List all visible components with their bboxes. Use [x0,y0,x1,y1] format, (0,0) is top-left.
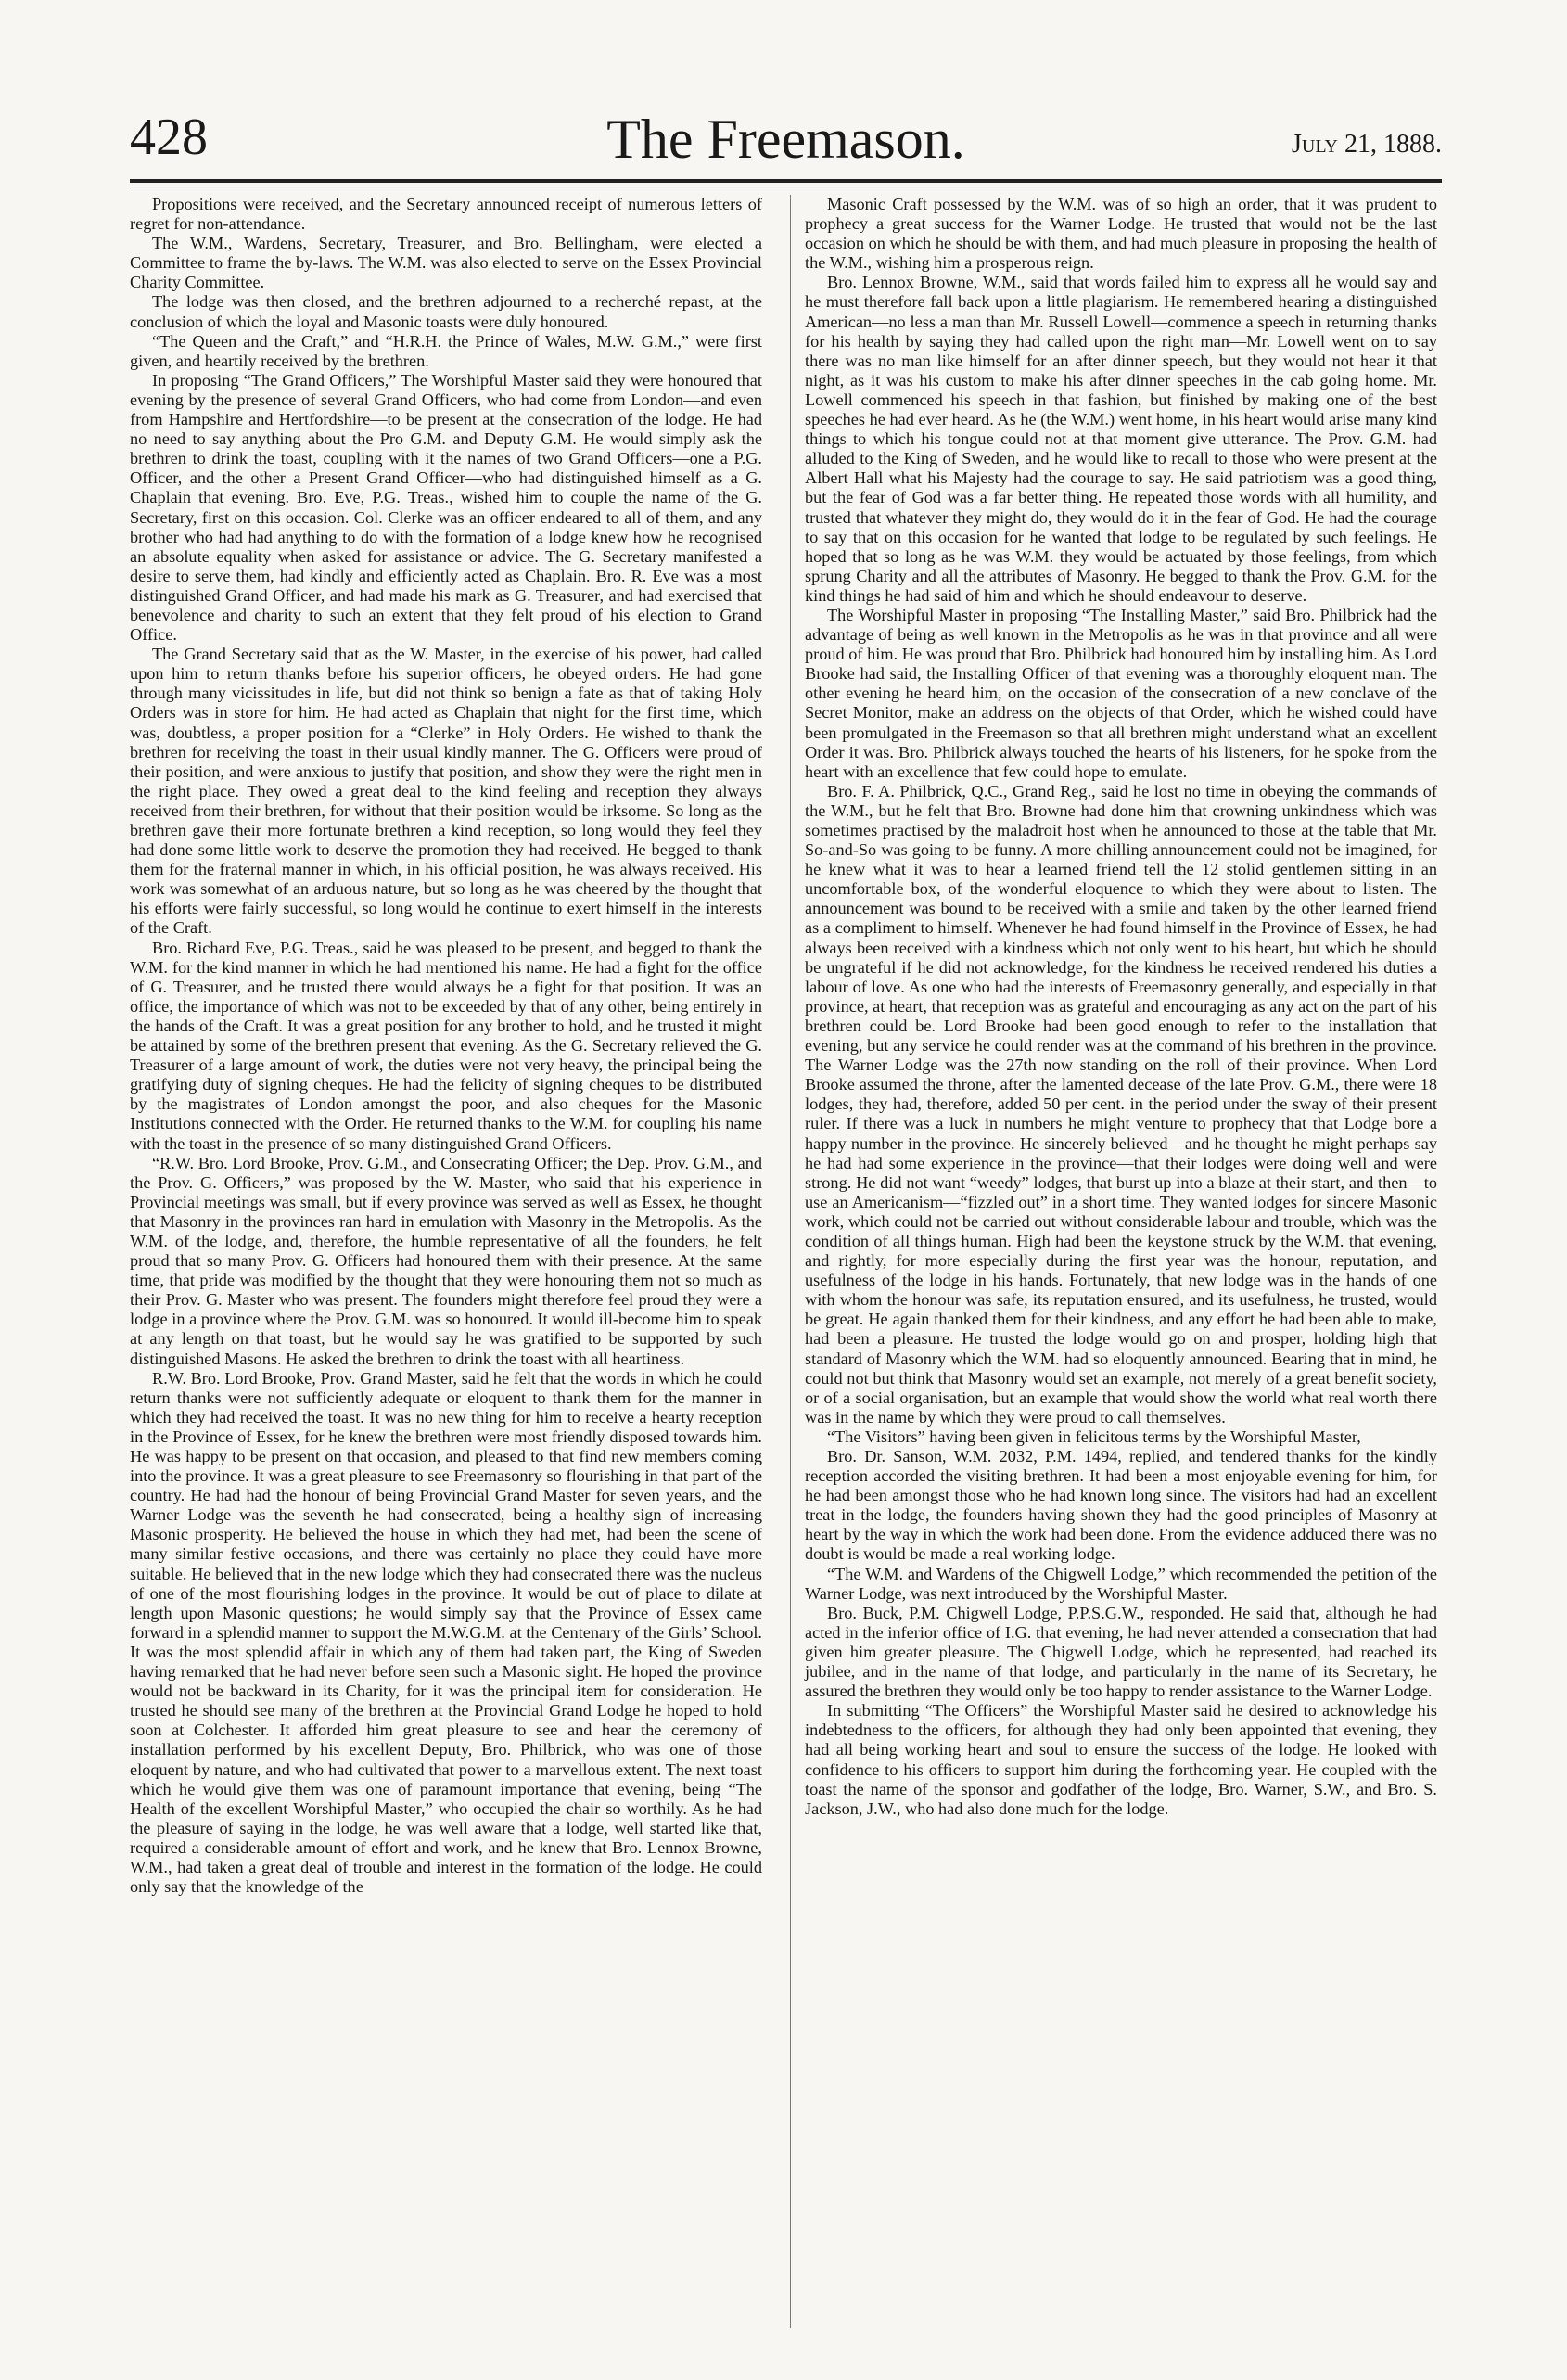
publication-title: The Freemason. [606,109,965,170]
paragraph: “The Queen and the Craft,” and “H.R.H. the Prince of Wales, M.W. G.M.,” were first given, and heartily received by the brethren. [130,331,762,370]
right-column [805,195,1437,1819]
paragraph: In proposing “The Grand Officers,” The Worshipful Master said they were honoured that evening by the presence of several Grand Officers, who had come from London—and even from Hampshire and Hertfordshire—to be present at the consecration of the lodge. He had no need to say anything about the Pro G.M. and Deputy G.M. He would simply ask the brethren to drink the toast, coupling with it the names of two Grand Officers—one a P.G. Officer, and the other a Present Grand Officer—who had distinguished himself as a G. Chaplain that evening. Bro. Eve, P.G. Treas., wished him to couple the name of the G. Secretary, first on this occasion. Col. Clerke was an officer endeared to all of them, and any brother who had had anything to do with the formation of a lodge knew how he recognised an absolute equality when asked for assistance or advice. The G. Secretary manifested a desire to serve them, had kindly and efficiently acted as Chaplain. Bro. R. Eve was a most distinguished Grand Officer, and had made his mark as G. Treasurer, and had exercised that benevolence and charity to such an extent that they felt proud of his election to Grand Office. [130,370,762,645]
page-number: 428 [130,109,208,166]
paragraph: Bro. Lennox Browne, W.M., said that words failed him to express all he would say and he must therefore fall back upon a little plagiarism. He remembered hearing a distinguished American—no less a man than Mr. Russell Lowell—commence a speech in returning thanks for his health by saying they had called upon the right man—Mr. Lowell went on to say there was no man like himself for an after dinner speech, but they would not hear it that night, as it was his custom to make his after dinner speeches in the cab going home. Mr. Lowell commenced his speech in that fashion, but finished by making one of the best speeches he had ever heard. As he (the W.M.) went home, in his heart would arise many kind things to which his tongue could not at that moment give utterance. The Prov. G.M. had alluded to the King of Sweden, and he would like to recall to those who were present at the Albert Hall what his Majesty had the courage to say. He said patriotism was a good thing, but the fear of God was a far better thing. He repeated those words with all humility, and trusted that whatever they might do, they would do it in the fear of God. He had the courage to say that on this occasion for he wanted that lodge to be regulated by such feelings. He hoped that so long as he was W.M. they would be actuated by those feelings, from which sprung Charity and all the attributes of Masonry. He begged to thank the Prov. G.M. for the kind things he had said of him and which he should endeavour to deserve. [805,273,1437,605]
paragraph: Bro. Richard Eve, P.G. Treas., said he was pleased to be present, and begged to thank the W.M. for the kind manner in which he had mentioned his name. He had a fight for the office of G. Treasurer, and he trusted there would always be a fight for that position. It was an office, the importance of which was not to be exceeded by that of any other, being entirely in the hands of the Craft. It was a great position for any brother to hold, and he trusted it might be attained by some of the brethren present that evening. As the G. Secretary relieved the G. Treasurer of a large amount of work, the duties were not very heavy, the principal being the gratifying duty of signing cheques. He had the felicity of signing cheques to be distributed by the magistrates of London amongst the poor, and also cheques for the Masonic Institutions connected with the Order. He returned thanks to the W.M. for coupling his name with the toast in the presence of so many distinguished Grand Officers. [130,938,762,1153]
paragraph: R.W. Bro. Lord Brooke, Prov. Grand Master, said he felt that the words in which he could return thanks were not sufficiently adequate or eloquent to thank them for the manner in which they had received the toast. It was no new thing for him to receive a hearty reception in the Province of Essex, for he knew the brethren were most friendly disposed towards him. He was happy to be present on that occasion, and pleased to that find new members coming into the province. It was a great pleasure to see Freemasonry so flourishing in that part of the country. He had had the honour of being Provincial Grand Master for seven years, and the Warner Lodge was the seventh he had consecrated, being a healthy sign of increasing Masonic prosperity. He believed the house in which they had met, had been the scene of many similar festive occasions, and there was certainly no place they could have more suitable. He believed that in the new lodge which they had consecrated there was the nucleus of one of the most flourishing lodges in the province. It would be out of place to dilate at length upon Masonic questions; he would simply say that the Province of Essex came forward in a splendid manner to support the M.W.G.M. at the Centenary of the Girls’ School. It was the most splendid affair in which any of them had taken part, the King of Sweden having remarked that he had never before seen such a Masonic sight. He hoped the province would not be backward in its Charity, for it was the principal item for consideration. He trusted he should see many of the brethren at the Provincial Grand Lodge he hoped to hold soon at Colchester. It afforded him great pleasure to see and hear the ceremony of installation performed by his excellent Deputy, Bro. Philbrick, who was one of those eloquent by nature, and who had cultivated that power to a marvellous extent. The next toast which he would give them was one of paramount importance that evening, being “The Health of the excellent Worshipful Master,” who occupied the chair so worthily. As he had the pleasure of saying in the lodge, he was well aware that a lodge, well started like that, required a considerable amount of effort and work, and he knew that Bro. Lennox Browne, W.M., had taken a great deal of trouble and interest in the formation of the lodge. He could only say that the knowledge of the [130,1368,762,1897]
left-column [130,195,762,1897]
paragraph: The Grand Secretary said that as the W. Master, in the exercise of his power, had called upon him to return thanks before his superior officers, he obeyed orders. He had gone through many vicissitudes in life, but did not think so benign a fate as that of taking Holy Orders was in store for him. He had acted as Chaplain that night for the first time, which was, doubtless, a proper position for a “Clerke” in Holy Orders. He wished to thank the brethren for receiving the toast in their usual kindly manner. The G. Officers were proud of their position, and were anxious to justify that position, and show they were the right men in the right place. They owed a great deal to the kind feeling and reception they always received from their brethren, for without that their position would be irksome. So long as the brethren gave their more fortunate brethren a kind reception, so long would they feel they had done some little work to deserve the promotion they had received. He begged to thank them for the fraternal manner in which, in his official position, he was always received. His work was somewhat of an arduous nature, but so long as he was cheered by the thought that his efforts were fairly successful, so long would he continue to exert himself in the interests of the Craft. [130,645,762,938]
paragraph: The Worshipful Master in proposing “The Installing Master,” said Bro. Philbrick had the advantage of being as well known in the Metropolis as he was in that province and all were proud of him. He was proud that Bro. Philbrick had honoured him by installing him. As Lord Brooke had said, the Installing Officer of that evening was a thoroughly eloquent man. The other evening he heard him, on the occasion of the consecration of a new conclave of the Secret Monitor, make an address on the objects of that Order, which he wished could have been promulgated in the Freemason so that all brethren might understand what an excellent Order it was. Bro. Philbrick always touched the hearts of his listeners, for he spoke from the heart with an excellence that few could hope to emulate. [805,605,1437,781]
column-divider [790,195,791,2328]
masthead [130,109,1442,179]
paragraph: Masonic Craft possessed by the W.M. was of so high an order, that it was prudent to prophecy a great success for the Warner Lodge. He trusted that would not be the last occasion on which he should be with them, and had much pleasure in proposing the health of the W.M., wishing him a prosperous reign. [805,195,1437,273]
paragraph: Propositions were received, and the Secretary announced receipt of numerous letters of regret for non-attendance. [130,195,762,234]
paragraph: “The Visitors” having been given in felicitous terms by the Worshipful Master, [827,1427,1361,1446]
paragraph: In submitting “The Officers” the Worshipful Master said he desired to acknowledge his indebtedness to the officers, for although they had only been appointed that evening, they had all being working heart and soul to ensure the success of the lodge. He looked with confidence to his officers to support him during the forthcoming year. He coupled with the toast the name of the sponsor and godfather of the lodge, Bro. Warner, S.W., and Bro. S. Jackson, J.W., who had also done much for the lodge. [805,1701,1437,1818]
paragraph: Bro. F. A. Philbrick, Q.C., Grand Reg., said he lost no time in obeying the commands of the W.M., but he felt that Bro. Browne had done him that crowning unkindness which was sometimes practised by the maladroit host when he announced to those at the table that Mr. So-and-So was going to be funny. A more chilling announcement could not be imagined, for he knew what it was to hear a learned friend tell the 12 stolid gentlemen sitting in an uncomfortable box, of the wonderful eloquence to which they were about to listen. The announcement was bound to be received with a smile and taken by the other learned friend as a compliment to himself. Whenever he had found himself in the Province of Essex, he had always been received with a kindness which not only went to his heart, but which he should be ungrateful if he did not acknowledge, for the kindness he received rendered his duties a labour of love. As one who had the interests of Freemasonry generally, and especially in that province, at heart, that reception was as grateful and encouraging as any act on the part of his brethren could be. Lord Brooke had been good enough to refer to the installation that evening, but any service he could render was at the command of his brethren in the province. The Warner Lodge was the 27th now standing on the roll of their province. When Lord Brooke assumed the throne, after the lamented decease of the late Prov. G.M., there were 18 lodges, they had, therefore, added 50 per cent. in the period under the sway of their present ruler. If there was a luck in numbers he might venture to prophecy that that Lodge bore a happy number in the province. He sincerely believed—and he thought he might perhaps say he had had some experience in the province—that their lodges were doing well and were strong. He did not want “weedy” lodges, that burst up into a blaze at their start, and then—to use an Americanism—“fizzled out” in a short time. They wanted lodges for sincere Masonic work, which could not be carried out without considerable labour and trouble, which was the condition of all things human. High had been the keystone struck by the W.M. that evening, and rightly, for more especially during the first year was the honour, reputation, and usefulness of the lodge in his hands. Fortunately, that new lodge was in the hands of one with whom the honour was safe, its reputation ensured, and its usefulness, he trusted, would be great. He again thanked them for their kindness, and any effort he had been able to make, had been a pleasure. He trusted the lodge would go on and prosper, holding high that standard of Masonry which the W.M. had so eloquently announced. Bearing that in mind, he could not but think that Masonry would set an example, not merely of a great benefit society, or of a social organisation, but an example that would show the world what real worth there was in the name by which they were proud to call themselves. [805,781,1437,1427]
paragraph: Bro. Dr. Sanson, W.M. 2032, P.M. 1494, replied, and tendered thanks for the kindly reception accorded the visiting brethren. It had been a most enjoyable evening for him, for he had been amongst those who he had known long since. The visitors had had an excellent treat in the lodge, the founders having shown they had the good principles of Masonry at heart by the way in which the work had been done. From the evidence adduced there was no doubt is would be made a real working lodge. [805,1447,1437,1564]
issue-date: July 21, 1888. [1292,130,1442,159]
paragraph: Bro. Buck, P.M. Chigwell Lodge, P.P.S.G.W., responded. He said that, although he had acted in the inferior office of I.G. that evening, he had never attended a consecration that had given him greater pleasure. The Chigwell Lodge, which he represented, had reached its jubilee, and in the name of that lodge, and particularly in the name of its Secretary, he assured the brethren they would only be too happy to render assistance to the Warner Lodge. [805,1603,1437,1701]
paragraph: “R.W. Bro. Lord Brooke, Prov. G.M., and Consecrating Officer; the Dep. Prov. G.M., and the Prov. G. Officers,” was proposed by the W. Master, who said that his experience in Provincial meetings was small, but if every province was served as well as Essex, he thought that Masonry in the provinces ran hard in emulation with Masonry in the Metropolis. As the W.M. of the lodge, and, therefore, the humble representative of all the founders, he felt proud that so many Prov. G. Officers had honoured them with their presence. At the same time, that pride was modified by the thought that they were honouring them not so much as their Prov. G. Master who was present. The founders might therefore feel proud they were a lodge in a province where the Prov. G.M. was so honoured. It would ill-become him to speak at any length on that toast, but he would say he was gratified to be supported by such distinguished Masons. He asked the brethren to drink the toast with all heartiness. [130,1153,762,1368]
paragraph: “The W.M. and Wardens of the Chigwell Lodge,” which recommended the petition of the Warner Lodge, was next introduced by the Worshipful Master. [805,1564,1437,1603]
paragraph: The lodge was then closed, and the brethren adjourned to a recherché repast, at the conclusion of which the loyal and Masonic toasts were duly honoured. [130,292,762,331]
paragraph: The W.M., Wardens, Secretary, Treasurer, and Bro. Bellingham, were elected a Committee to frame the by-laws. The W.M. was also elected to serve on the Essex Provincial Charity Committee. [130,234,762,292]
header-rule-thick [130,179,1442,183]
